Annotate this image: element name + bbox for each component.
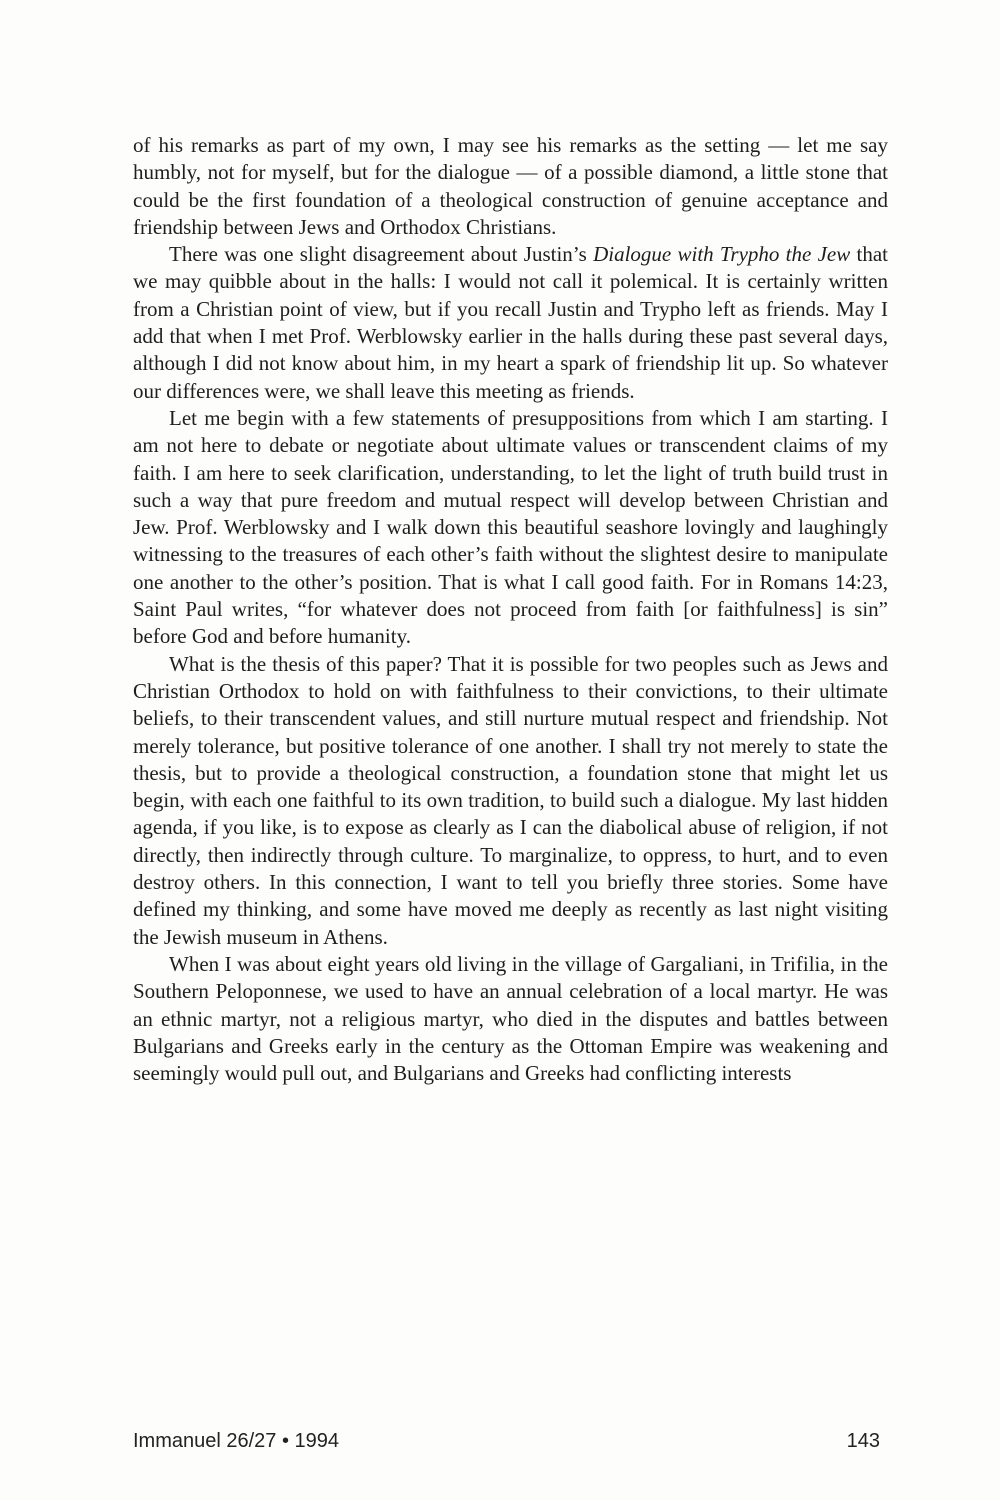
paragraph-4-text: What is the thesis of this paper? That it is possible for two peoples such as Jews and Christian Orthodox to hold on with faithfulness to their convictions, to their ultimate beliefs, to their transcendent values, and still nurture mutual respect and friendship. Not merely tolerance, but positive tolerance of one another. I shall try not merely to state the thesis, but to provide a theological construction, a foundation stone that might let us begin, with each one faithful to its own tradition, to build such a dialogue. My last hidden agenda, if you like, is to expose as clearly as I can the diabolical abuse of religion, if not directly, then indirectly through culture. To marginalize, to oppress, to hurt, and to even destroy others. In this connection, I want to tell you briefly three stories. Some have defined my thinking, and some have moved me deeply as recently as last night visiting the Jewish museum in Athens. xyxy=(133,651,888,949)
page-footer xyxy=(133,1430,888,1460)
paragraph-3 xyxy=(133,405,888,651)
paragraph-5-text: When I was about eight years old living in the village of Gargaliani, in Trifilia, in the Southern Peloponnese, we used to have an annual celebration of a local martyr. He was an ethnic martyr, not a religious martyr, who died in the disputes and battles between Bulgarians and Greeks early in the century as the Ottoman Empire was weakening and seemingly would pull out, and Bulgarians and Greeks had conflicting interests xyxy=(133,951,888,1086)
paragraph-1 xyxy=(133,132,888,241)
paragraph-5 xyxy=(133,951,888,1087)
paragraph-4 xyxy=(133,651,888,951)
journal-citation: Immanuel 26/27 • 1994 xyxy=(133,1430,340,1452)
paragraph-3-text: Let me begin with a few statements of presuppositions from which I am starting. I am not here to debate or negotiate about ultimate values or transcendent claims of my faith. I am here to seek clarification, understanding, to let the light of truth build trust in such a way that pure freedom and mutual respect will develop between Christian and Jew. Prof. Werblowsky and I walk down this beautiful seashore lovingly and laughingly witnessing to the treasures of each other’s faith without the slightest desire to manipulate one another to the other’s position. That is what I call good faith. For in Romans 14:23, Saint Paul writes, “for whatever does not proceed from faith [or faithfulness] is sin” before God and before humanity. xyxy=(133,405,888,649)
body-text xyxy=(133,132,888,1087)
paragraph-2-text-b: that we may quibble about in the halls: I would not call it polemical. It is certainly written from a Christian point of view, but if you recall Justin and Trypho left as friends. May I add that when I met Prof. Werblowsky earlier in the halls during these past several days, although I did not know about him, in my heart a spark of friendship lit up. So whatever our differences were, we shall leave this meeting as friends. xyxy=(133,242,888,403)
paragraph-2-text-a: There was one slight disagreement about Justin’s xyxy=(169,242,594,267)
page-number: 143 xyxy=(846,1430,880,1452)
book-title-italic: Dialogue with Trypho the Jew xyxy=(593,242,851,267)
paragraph-2 xyxy=(133,241,888,405)
paragraph-1-text: of his remarks as part of my own, I may see his remarks as the setting — let me say humbly, not for myself, but for the dialogue — of a possible diamond, a little stone that could be the first foundation of a theological construction of genuine acceptance and friendship between Jews and Orthodox Christians. xyxy=(133,133,888,239)
